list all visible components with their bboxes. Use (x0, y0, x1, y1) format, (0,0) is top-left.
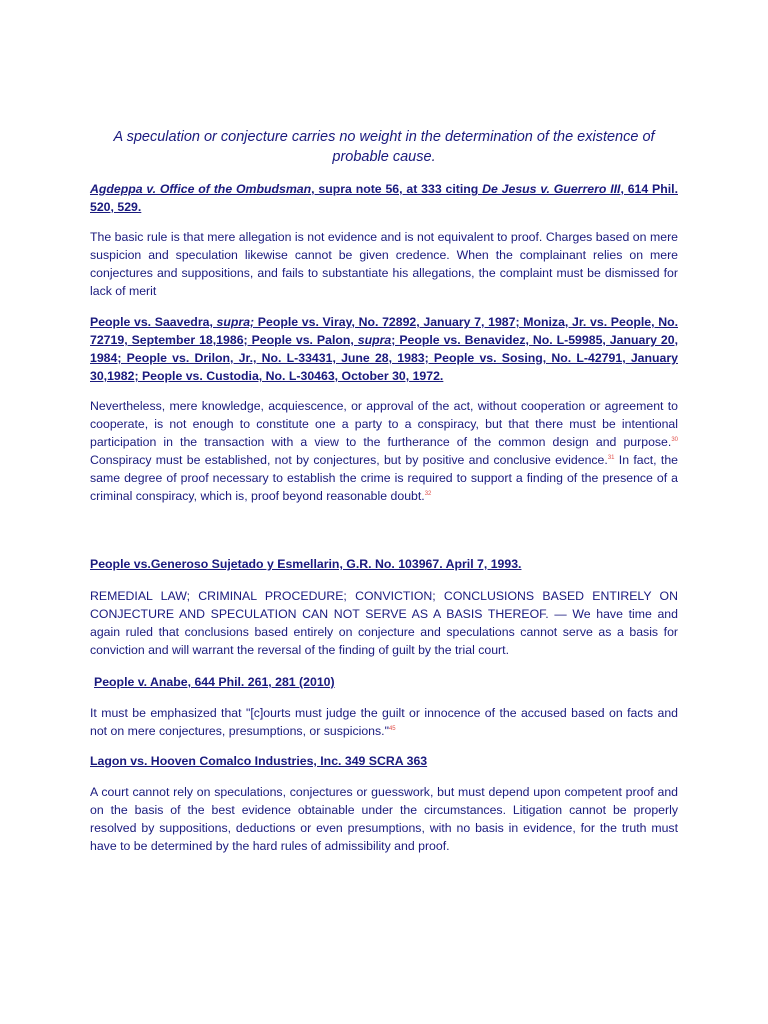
citation-agdeppa-tail: , 614 Phil. 520, 529. (90, 182, 678, 214)
conspiracy-text-1: Nevertheless, mere knowledge, acquiescence, or approval of the act, without cooperation or agreement to cooperate, is not enough to constitute one a party to a conspiracy, but that there must be intentional participation in the transaction with a view to the furtherance of the common design and purpose. (90, 399, 678, 449)
paragraph-emphasized (90, 704, 678, 740)
footnote-ref-45[interactable]: 45 (388, 725, 396, 732)
citation-saavedra-supra-1: supra; (216, 315, 255, 329)
paragraph-court-cannot-rely: A court cannot rely on speculations, conjectures or guesswork, but must depend upon competent proof and on the basis of the best evidence obtainable under the circumstances. Litigation cannot be properly resolved by suppositions, deductions or even presumptions, with no basis in evidence, for the truth must have to be determined by the hard rules of admissibility and proof. (90, 785, 678, 853)
citation-saavedra (90, 313, 678, 385)
conspiracy-text-2: Conspiracy must be established, not by conjectures, but by positive and conclusive evidence. (90, 453, 608, 467)
citation-saavedra-p3: People vs. Viray, No. 72892, January 7, 1987; Moniza, Jr. vs. People, No. 72719, September 18,1986; People vs. Palon, (90, 315, 678, 347)
citation-saavedra-supra-2: supra (357, 333, 392, 347)
page-title: A speculation or conjecture carries no weight in the determination of the existence of probable cause. (113, 129, 655, 165)
emphasized-text: It must be emphasized that "[c]ourts must judge the guilt or innocence of the accused based on facts and not on mere conjectures, presumptions, or suspicions." (90, 706, 678, 738)
citation-saavedra-p1: People vs. Saavedra, (90, 315, 217, 329)
case-name-de-jesus: De Jesus v. Guerrero III (482, 182, 621, 196)
citation-anabe: People v. Anabe, 644 Phil. 261, 281 (2010) (94, 675, 335, 689)
citation-agdeppa (90, 180, 678, 216)
footnote-ref-31[interactable]: 31 (607, 454, 615, 461)
paragraph-conspiracy (90, 397, 678, 505)
footnote-ref-32[interactable]: 32 (424, 490, 432, 497)
footnote-ref-30[interactable]: 30 (671, 436, 678, 443)
paragraph-remedial-law: REMEDIAL LAW; CRIMINAL PROCEDURE; CONVICTION; CONCLUSIONS BASED ENTIRELY ON CONJECTURE AND SPECULATION CAN NOT SERVE AS A BASIS THEREOF. — We have time and again ruled that conclusions based entirely on conjecture and speculations cannot serve as a basis for conviction and will warrant the reversal of the finding of guilt by the trial court. (90, 589, 678, 657)
citation-sujetado: People vs.Generoso Sujetado y Esmellarin, G.R. No. 103967. April 7, 1993. (90, 557, 522, 571)
citation-agdeppa-mid: , supra note 56, at 333 citing (311, 182, 483, 196)
paragraph-basic-rule: The basic rule is that mere allegation is not evidence and is not equivalent to proof. Charges based on mere suspicion and speculation likewise cannot be given credence. When the complainant relies on mere conjectures and suppositions, and fails to substantiate his allegations, the complaint must be dismissed for lack of merit (90, 230, 678, 298)
case-name-agdeppa: Agdeppa v. Office of the Ombudsman (90, 182, 312, 196)
conspiracy-text-3: In fact, the same degree of proof necessary to establish the crime is required to support a finding of the presence of a criminal conspiracy, which is, proof beyond reasonable doubt. (90, 453, 678, 503)
citation-saavedra-p5: ; People vs. Benavidez, No. L-59985, January 20, 1984; People vs. Drilon, Jr., No. L-33431, June 28, 1983; People vs. Sosing, No. L-42791, January 30,1982; People vs. Custodia, No. L-30463, October 30, 1972. (90, 333, 678, 383)
citation-lagon: Lagon vs. Hooven Comalco Industries, Inc. 349 SCRA 363 (90, 754, 428, 768)
